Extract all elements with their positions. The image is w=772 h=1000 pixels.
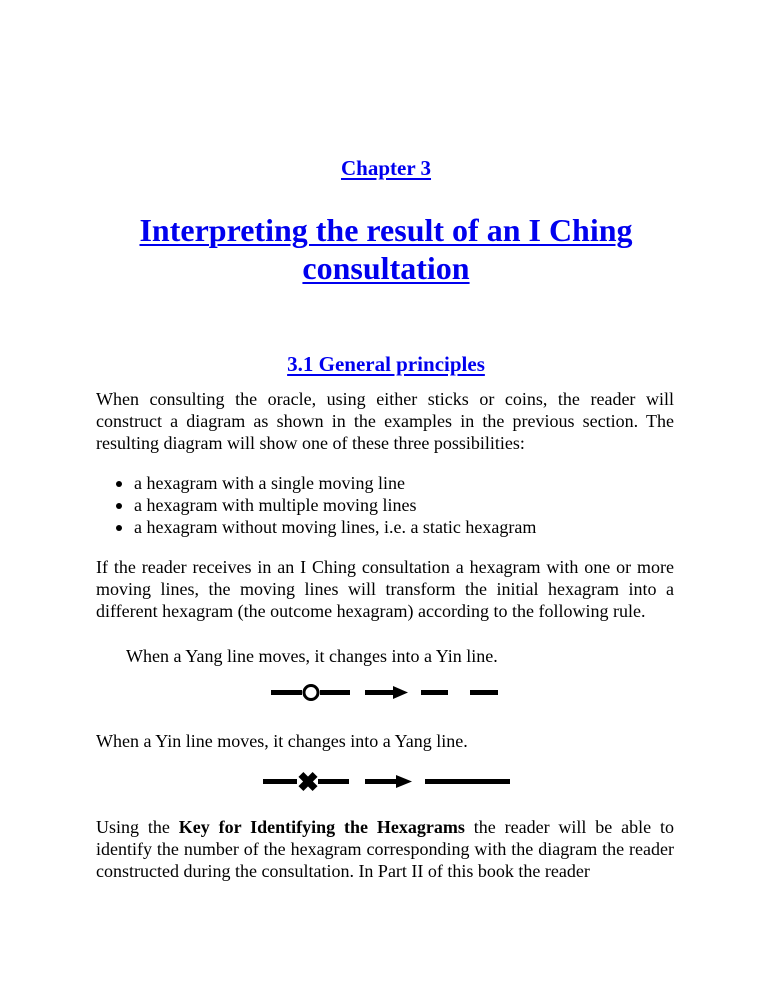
arrow-right-icon xyxy=(365,686,408,699)
yin-rule-text: When a Yin line moves, it changes into a Yang line. xyxy=(96,731,468,751)
intro-paragraph: When consulting the oracle, using either sticks or coins, the reader will construct a diagram as shown in the examples in the previous section. The resulting diagram will show one of these three possibilities: xyxy=(96,389,674,453)
bullet-icon xyxy=(116,503,122,509)
section-heading[interactable] xyxy=(0,350,772,378)
yang-to-yin-diagram xyxy=(0,678,772,706)
chapter-label[interactable] xyxy=(0,154,772,182)
key-reference: Key for Identifying the Hexagrams xyxy=(178,817,465,837)
chapter-label-link[interactable]: Chapter 3 xyxy=(340,156,432,180)
chapter-title[interactable] xyxy=(96,211,676,287)
possibilities-list xyxy=(96,472,536,538)
moving-yin-line-icon xyxy=(263,767,349,795)
list-item-text: a hexagram without moving lines, i.e. a static hexagram xyxy=(134,517,537,537)
chapter-title-link[interactable]: Interpreting the result of an I Ching consultation xyxy=(139,212,633,286)
moving-yang-line-icon xyxy=(271,686,350,700)
key-paragraph xyxy=(96,816,674,882)
yin-to-yang-diagram xyxy=(0,766,772,796)
section-heading-link[interactable]: 3.1 General principles xyxy=(287,352,485,376)
list-item-text: a hexagram with a single moving line xyxy=(134,473,405,493)
list-item xyxy=(96,516,536,538)
key-paragraph-rest: the reader will be able to identify the number of the hexagram corresponding with the diagram the reader constructed during the consultation. In Part II of this book the reader xyxy=(96,817,675,881)
bullet-icon xyxy=(116,481,122,487)
list-item-text: a hexagram with multiple moving lines xyxy=(134,495,417,515)
arrow-right-icon xyxy=(365,775,412,788)
yang-rule-text: When a Yang line moves, it changes into a Yin line. xyxy=(126,646,498,666)
moving-lines-paragraph: If the reader receives in an I Ching consultation a hexagram with one or more moving lines, the moving lines will transform the initial hexagram into a different hexagram (the outcome hexagram) according to the following rule. xyxy=(96,557,674,621)
yang-line-icon xyxy=(425,779,510,784)
list-item xyxy=(96,494,536,516)
bullet-icon xyxy=(116,525,122,531)
key-paragraph-start: Using the xyxy=(96,817,179,837)
list-item xyxy=(96,472,536,494)
yin-line-icon xyxy=(421,690,498,695)
